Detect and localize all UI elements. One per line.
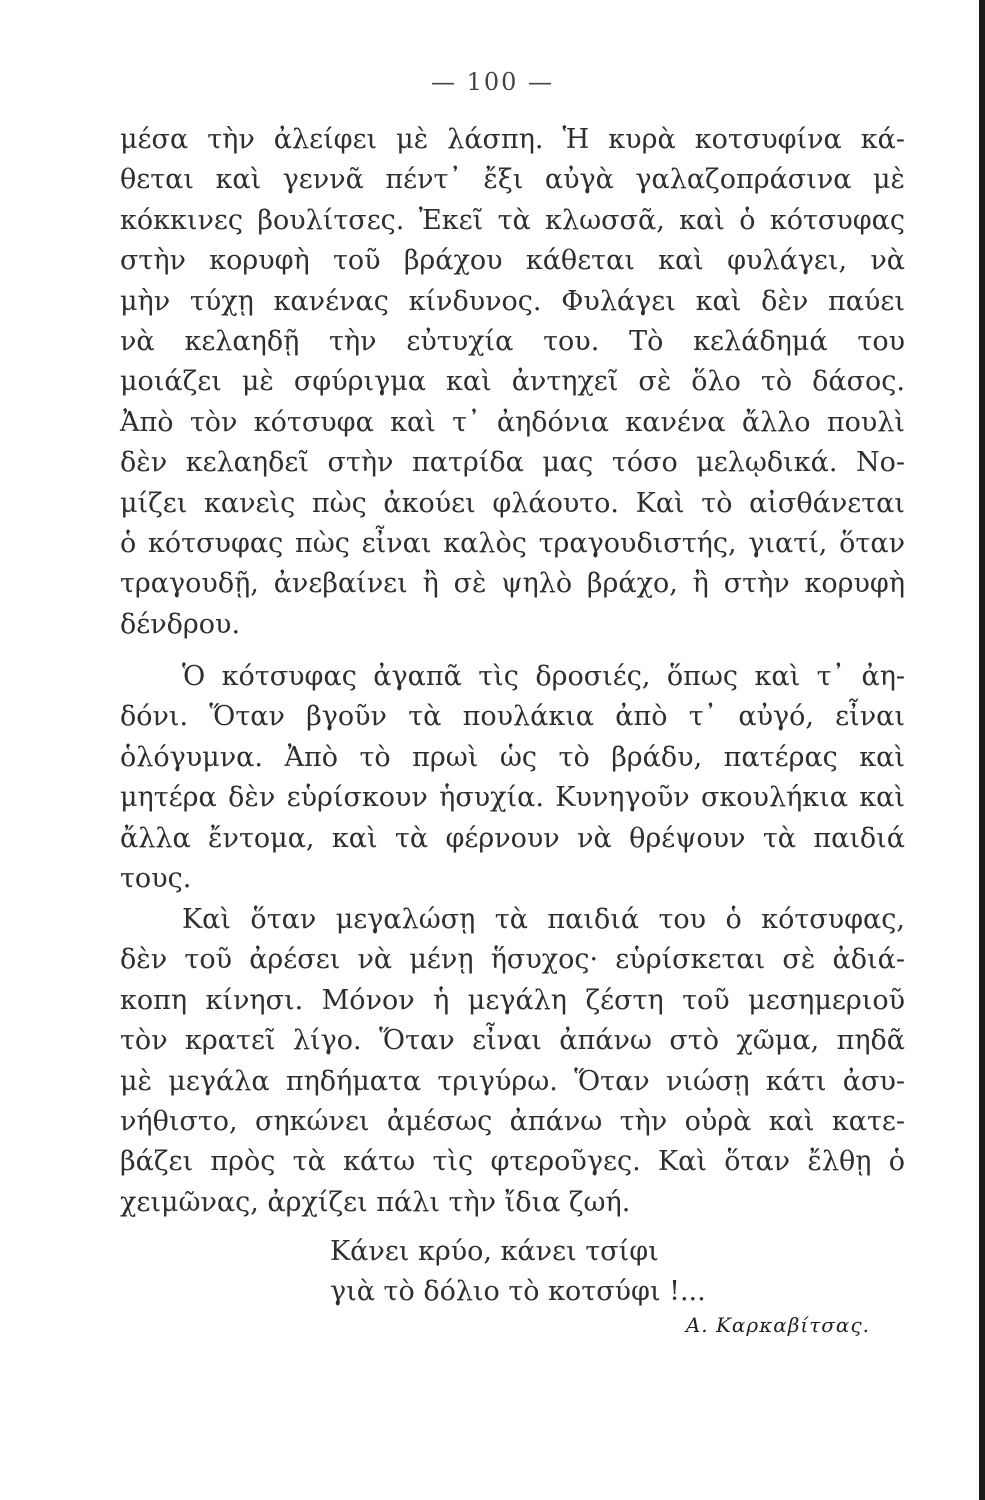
page-edge [979, 0, 985, 1500]
author-signature: Α. Καρκαβίτσας. [685, 1313, 870, 1337]
text-line: μίζει κανεὶς πὼς ἀκούει φλάουτο. Καὶ τὸ αἰσθάνεται [120, 487, 905, 519]
text-line: κόκκινες βουλίτσες. Ἐκεῖ τὰ κλωσσᾶ, καὶ ὁ κότσυφας [120, 204, 905, 236]
text-line: μοιάζει μὲ σφύριγμα καὶ ἀντηχεῖ σὲ ὅλο τὸ δάσος. [120, 366, 905, 398]
text-line: δένδρου. [120, 608, 241, 640]
text-line: νὰ κελαηδῇ τὴν εὐτυχία του. Τὸ κελάδημά του [120, 325, 905, 357]
text-line: δὲν τοῦ ἀρέσει νὰ μένῃ ἥσυχος· εὑρίσκεται σὲ ἀδιά- [120, 944, 905, 976]
text-line: μὴν τύχῃ κανένας κίνδυνος. Φυλάγει καὶ δὲν παύει [120, 285, 905, 317]
verse-line: γιὰ τὸ δόλιο τὸ κοτσύφι !... [330, 1276, 706, 1307]
text-line: μητέρα δὲν εὑρίσκουν ἡσυχία. Κυνηγοῦν σκουλήκια καὶ [120, 782, 905, 814]
paragraph-2 [120, 657, 905, 899]
text-line: στὴν κορυφὴ τοῦ βράχου κάθεται καὶ φυλάγει, νὰ [120, 245, 905, 277]
text-line: δὲν κελαηδεῖ στὴν πατρίδα μας τόσο μελῳδικά. Νο- [120, 447, 905, 479]
text-line: βάζει πρὸς τὰ κάτω τὶς φτεροῦγες. Καὶ ὅταν ἔλθῃ ὁ [120, 1146, 905, 1178]
text-line: τραγουδῇ, ἀνεβαίνει ἢ σὲ ψηλὸ βράχο, ἢ στὴν κορυφὴ [120, 568, 905, 600]
text-line: ἄλλα ἔντομα, καὶ τὰ φέρνουν νὰ θρέψουν τὰ παιδιά [120, 822, 905, 854]
text-line: Καὶ ὅταν μεγαλώσῃ τὰ παιδιά του ὁ κότσυφας, [182, 904, 905, 935]
text-line: κοπη κίνησι. Μόνον ἡ μεγάλη ζέστη τοῦ μεσημεριοῦ [120, 984, 905, 1016]
text-line: θεται καὶ γεννᾶ πέντ᾽ ἔξι αὐγὰ γαλαζοπράσινα μὲ [120, 164, 905, 196]
text-line: Ὁ κότσυφας ἀγαπᾶ τὶς δροσιές, ὅπως καὶ τ᾽ ἀη- [182, 661, 905, 692]
text-line: μὲ μεγάλα πηδήματα τριγύρω. Ὅταν νιώσῃ κάτι ἀσυ- [120, 1065, 905, 1097]
page-number: — 100 — [430, 68, 555, 96]
text-line: ὁ κότσυφας πὼς εἶναι καλὸς τραγουδιστής, γιατί, ὅταν [120, 527, 905, 559]
text-line: τὸν κρατεῖ λίγο. Ὅταν εἶναι ἀπάνω στὸ χῶμα, πηδᾶ [120, 1025, 905, 1057]
text-line: χειμῶνας, ἀρχίζει πάλι τὴν ἴδια ζωή. [120, 1186, 631, 1218]
text-line: μέσα τὴν ἀλείφει μὲ λάσπη. Ἡ κυρὰ κοτσυφίνα κά- [120, 124, 905, 155]
text-line: νήθιστο, σηκώνει ἀμέσως ἀπάνω τὴν οὐρὰ καὶ κατε- [120, 1105, 905, 1137]
verse-line: Κάνει κρύο, κάνει τσίφι [330, 1236, 659, 1267]
text-line: δόνι. Ὅταν βγοῦν τὰ πουλάκια ἀπὸ τ᾽ αὐγό, εἶναι [120, 701, 905, 733]
paragraph-1 [120, 120, 905, 645]
text-line: ὁλόγυμνα. Ἀπὸ τὸ πρωὶ ὡς τὸ βράδυ, πατέρας καὶ [120, 741, 905, 773]
text-line: Ἀπὸ τὸν κότσυφα καὶ τ᾽ ἀηδόνια κανένα ἄλλο πουλὶ [120, 406, 905, 438]
paragraph-3 [120, 900, 905, 1223]
text-line: τους. [120, 862, 192, 894]
